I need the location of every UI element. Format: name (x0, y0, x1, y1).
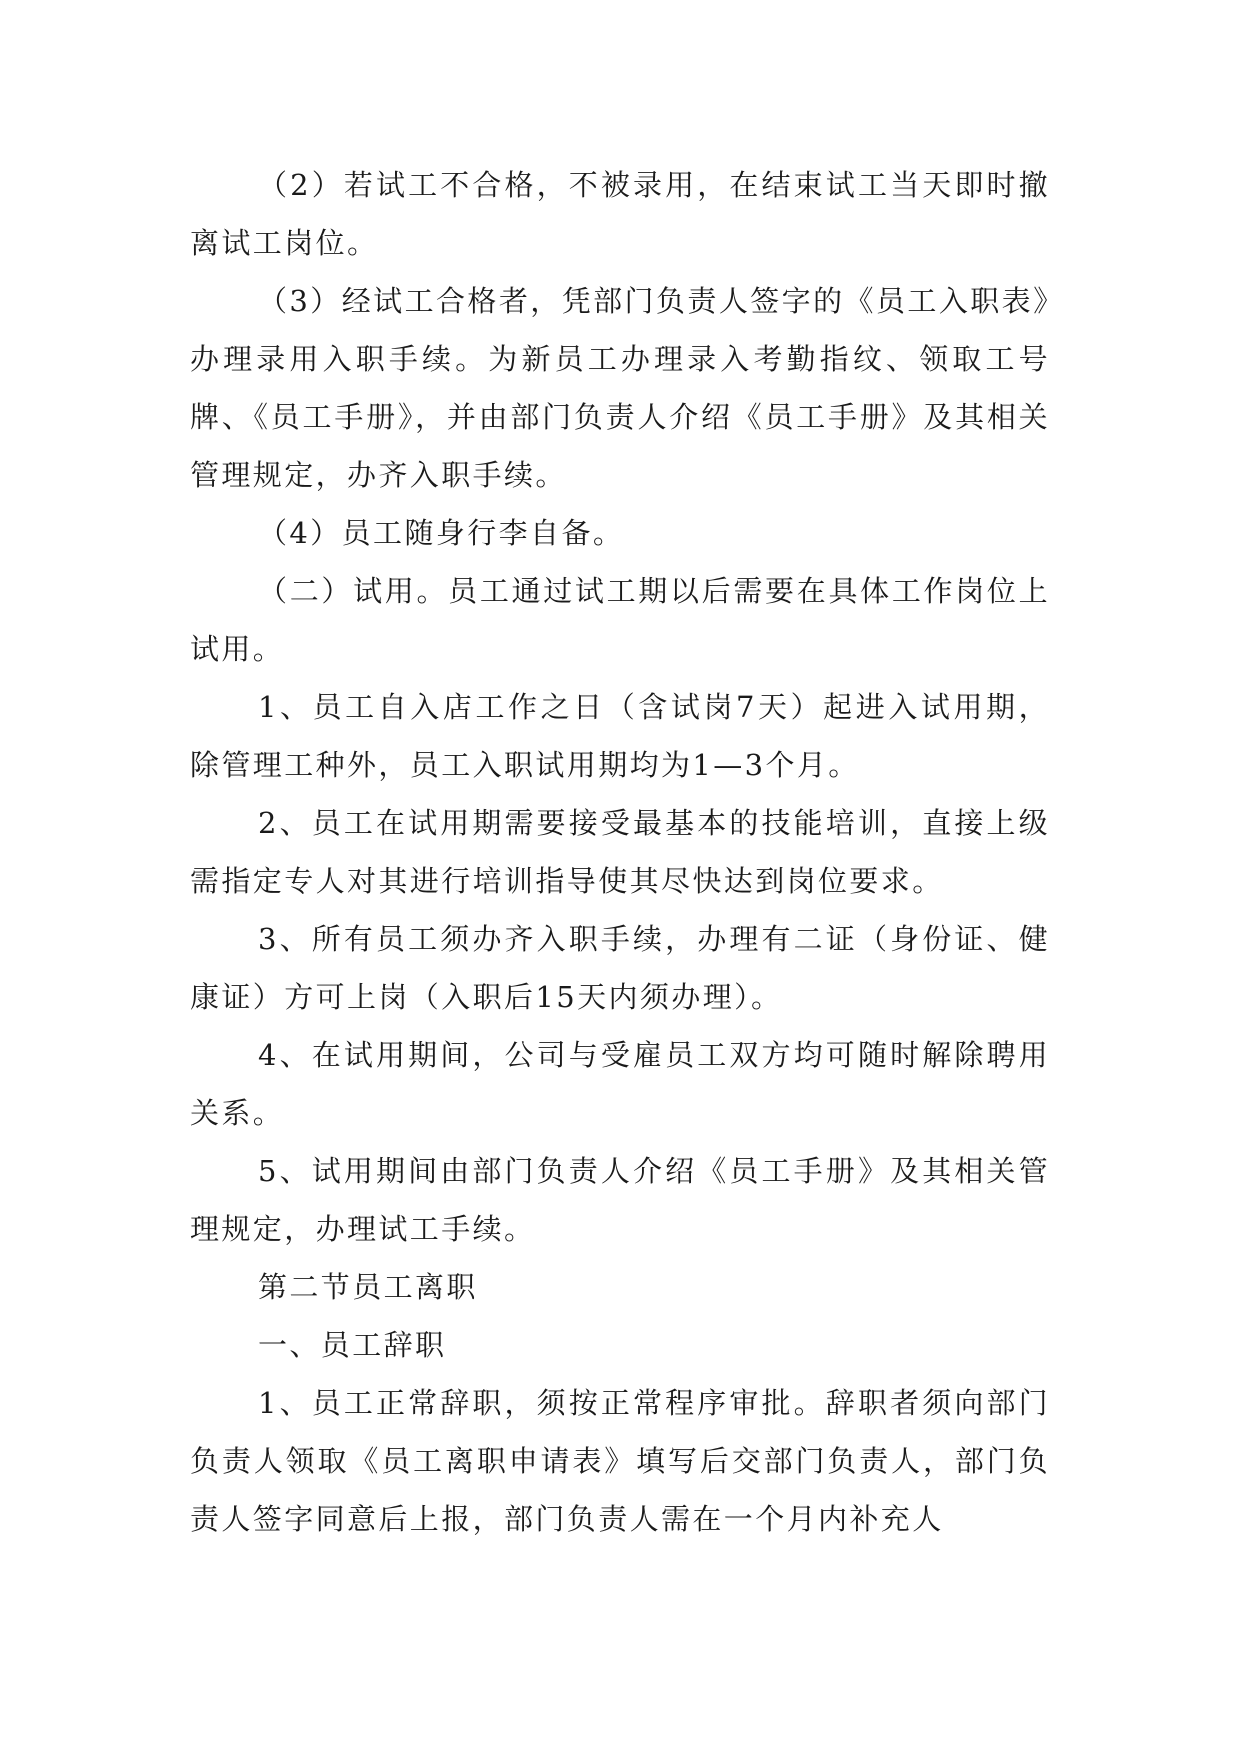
paragraph: （二）试用。员工通过试工期以后需要在具体工作岗位上试用。 (190, 574, 1050, 666)
paragraph: 1、员工自入店工作之日（含试岗7天）起进入试用期，除管理工种外，员工入职试用期均为1—3个月。 (190, 690, 1050, 782)
paragraph: 1、员工正常辞职，须按正常程序审批。辞职者须向部门负责人领取《员工离职申请表》填写后交部门负责人，部门负责人签字同意后上报，部门负责人需在一个月内补充人 (190, 1386, 1050, 1536)
paragraph: 2、员工在试用期需要接受最基本的技能培训，直接上级需指定专人对其进行培训指导使其尽快达到岗位要求。 (190, 806, 1050, 898)
paragraph: （4）员工随身行李自备。 (258, 516, 625, 550)
section-heading: 第二节员工离职 (258, 1270, 478, 1304)
paragraph: （2）若试工不合格，不被录用，在结束试工当天即时撤离试工岗位。 (190, 168, 1050, 260)
subsection-heading: 一、员工辞职 (258, 1328, 447, 1362)
paragraph: 4、在试用期间，公司与受雇员工双方均可随时解除聘用关系。 (190, 1038, 1050, 1130)
paragraph: 3、所有员工须办齐入职手续，办理有二证（身份证、健康证）方可上岗（入职后15天内须办理）。 (190, 922, 1050, 1014)
document-body (190, 156, 1050, 1548)
paragraph: （3）经试工合格者，凭部门负责人签字的《员工入职表》办理录用入职手续。为新员工办理录入考勤指纹、领取工号牌、《员工手册》，并由部门负责人介绍《员工手册》及其相关管理规定，办齐入职手续。 (190, 284, 1050, 492)
paragraph: 5、试用期间由部门负责人介绍《员工手册》及其相关管理规定，办理试工手续。 (190, 1154, 1050, 1246)
